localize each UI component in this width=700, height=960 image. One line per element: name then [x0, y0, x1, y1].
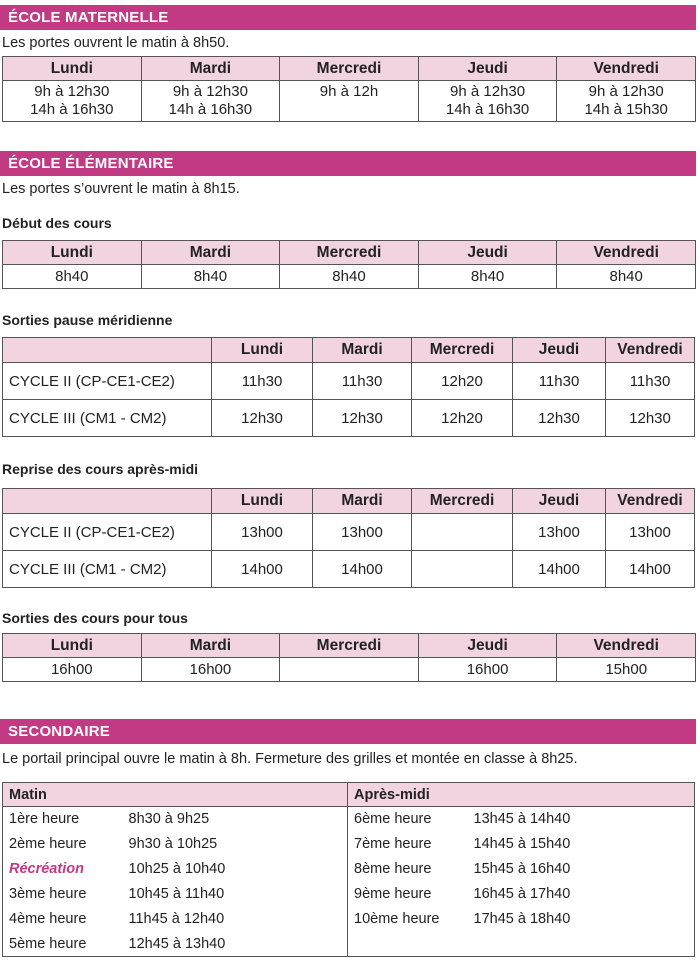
period-time: 14h45 à 15h40 — [474, 832, 695, 857]
reprise-table — [2, 488, 695, 588]
secondaire-banner: SECONDAIRE — [0, 719, 696, 744]
period-time: 15h45 à 16h40 — [474, 857, 695, 882]
time-cell: 8h40 — [3, 265, 142, 289]
period-label: 5ème heure — [3, 932, 129, 957]
day-header: Mercredi — [412, 338, 513, 363]
time-cell: 12h30 — [606, 400, 695, 437]
period-time: 8h30 à 9h25 — [129, 807, 348, 832]
time-cell: 11h30 — [606, 363, 695, 400]
time-cell — [412, 551, 513, 588]
time-cell: 13h00 — [513, 514, 606, 551]
time-cell: 13h00 — [212, 514, 313, 551]
cycle-label: CYCLE III (CM1 - CM2) — [3, 551, 212, 588]
period-label: 6ème heure — [348, 807, 474, 832]
sorties-tous-table — [2, 633, 696, 682]
time-cell: 15h00 — [557, 658, 696, 682]
maternelle-note: Les portes ouvrent le matin à 8h50. — [2, 35, 230, 51]
day-header: Jeudi — [418, 57, 557, 81]
hours-cell: 9h à 12h30 14h à 15h30 — [557, 81, 696, 122]
cycle-label: CYCLE III (CM1 - CM2) — [3, 400, 212, 437]
day-header: Jeudi — [418, 634, 557, 658]
day-header: Mardi — [313, 338, 412, 363]
time-cell: 8h40 — [141, 265, 280, 289]
day-header: Jeudi — [513, 338, 606, 363]
period-label: 1ère heure — [3, 807, 129, 832]
time-cell: 11h30 — [212, 363, 313, 400]
apresmidi-header: Après-midi — [348, 783, 695, 807]
day-header: Lundi — [3, 241, 142, 265]
period-label: 4ème heure — [3, 907, 129, 932]
day-header: Mercredi — [412, 489, 513, 514]
time-cell: 12h20 — [412, 400, 513, 437]
period-label: 8ème heure — [348, 857, 474, 882]
corner-cell — [3, 338, 212, 363]
time-cell: 14h00 — [313, 551, 412, 588]
day-header: Mardi — [141, 57, 280, 81]
period-label: 2ème heure — [3, 832, 129, 857]
period-time: 10h45 à 11h40 — [129, 882, 348, 907]
hours-cell: 9h à 12h30 14h à 16h30 — [141, 81, 280, 122]
day-header: Vendredi — [557, 57, 696, 81]
time-cell: 14h00 — [513, 551, 606, 588]
cycle-label: CYCLE II (CP-CE1-CE2) — [3, 514, 212, 551]
sorties-tous-title: Sorties des cours pour tous — [2, 610, 188, 626]
elementaire-note: Les portes s’ouvrent le matin à 8h15. — [2, 181, 240, 197]
time-cell: 12h20 — [412, 363, 513, 400]
day-header: Lundi — [212, 489, 313, 514]
period-time: 13h45 à 14h40 — [474, 807, 695, 832]
sorties-meridienne-title: Sorties pause méridienne — [2, 312, 173, 328]
time-cell: 16h00 — [418, 658, 557, 682]
time-cell: 11h30 — [513, 363, 606, 400]
time-cell: 12h30 — [212, 400, 313, 437]
time-cell: 14h00 — [606, 551, 695, 588]
day-header: Mardi — [313, 489, 412, 514]
time-cell: 13h00 — [313, 514, 412, 551]
period-time: 10h25 à 10h40 — [129, 857, 348, 882]
secondaire-note: Le portail principal ouvre le matin à 8h. Fermeture des grilles et montée en classe à 8h25. — [2, 751, 578, 767]
day-header: Lundi — [3, 57, 142, 81]
day-header: Vendredi — [557, 634, 696, 658]
time-cell — [412, 514, 513, 551]
time-cell: 13h00 — [606, 514, 695, 551]
period-label: 7ème heure — [348, 832, 474, 857]
time-cell: 12h30 — [513, 400, 606, 437]
time-cell: 8h40 — [557, 265, 696, 289]
debut-title: Début des cours — [2, 215, 112, 231]
period-time: 12h45 à 13h40 — [129, 932, 348, 957]
matin-header: Matin — [3, 783, 348, 807]
time-cell: 11h30 — [313, 363, 412, 400]
hours-cell: 9h à 12h30 14h à 16h30 — [3, 81, 142, 122]
time-cell: 16h00 — [141, 658, 280, 682]
day-header: Vendredi — [557, 241, 696, 265]
debut-table — [2, 240, 696, 289]
reprise-title: Reprise des cours après-midi — [2, 461, 199, 477]
period-label: 3ème heure — [3, 882, 129, 907]
elementaire-banner: ÉCOLE ÉLÉMENTAIRE — [0, 151, 696, 176]
period-time — [474, 932, 695, 957]
day-header: Mercredi — [280, 241, 419, 265]
hours-cell: 9h à 12h — [280, 81, 419, 122]
day-header: Mardi — [141, 241, 280, 265]
time-cell: 8h40 — [418, 265, 557, 289]
recreation-label: Récréation — [3, 857, 129, 882]
period-time: 16h45 à 17h40 — [474, 882, 695, 907]
time-cell: 14h00 — [212, 551, 313, 588]
cycle-label: CYCLE II (CP-CE1-CE2) — [3, 363, 212, 400]
secondaire-table — [2, 782, 695, 957]
maternelle-table — [2, 56, 696, 122]
time-cell: 16h00 — [3, 658, 142, 682]
day-header: Mardi — [141, 634, 280, 658]
day-header: Jeudi — [418, 241, 557, 265]
day-header: Vendredi — [606, 489, 695, 514]
day-header: Lundi — [212, 338, 313, 363]
maternelle-banner: ÉCOLE MATERNELLE — [0, 5, 696, 30]
period-time: 11h45 à 12h40 — [129, 907, 348, 932]
period-label: 9ème heure — [348, 882, 474, 907]
period-label — [348, 932, 474, 957]
day-header: Mercredi — [280, 634, 419, 658]
day-header: Jeudi — [513, 489, 606, 514]
day-header: Lundi — [3, 634, 142, 658]
period-time: 9h30 à 10h25 — [129, 832, 348, 857]
day-header: Mercredi — [280, 57, 419, 81]
period-label: 10ème heure — [348, 907, 474, 932]
period-time: 17h45 à 18h40 — [474, 907, 695, 932]
day-header: Vendredi — [606, 338, 695, 363]
sorties-meridienne-table — [2, 337, 695, 437]
hours-cell: 9h à 12h30 14h à 16h30 — [418, 81, 557, 122]
corner-cell — [3, 489, 212, 514]
time-cell — [280, 658, 419, 682]
time-cell: 12h30 — [313, 400, 412, 437]
time-cell: 8h40 — [280, 265, 419, 289]
